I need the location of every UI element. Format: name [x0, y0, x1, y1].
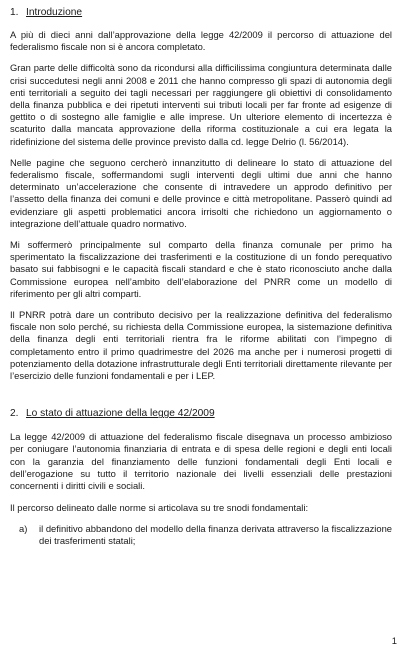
section-number: 1. — [10, 7, 19, 18]
page-content — [10, 6, 392, 547]
paragraph: Gran parte delle difficoltà sono da ricondursi alla difficilissima congiuntura determinata dalle crisi succedutesi negli anni 2008 e 2011 che hanno compresso gli spazi di autonomia degli enti territoriali a seguito dei tagli necessari per raggiungere gli obiettivi di consolidamento della finanza pubblica e dei ripetuti interventi sui tributi locali per far fronte ad esigenze di gettito o di sostegno alle famiglie e alle imprese. Un ulteriore elemento di incertezza è scaturito dalla mancata approvazione della riforma costituzionale a cui era legata la ridefinizione del sistema delle province previsto dalla cd. legge Delrio (l. 56/2014). — [10, 62, 392, 147]
paragraph: Mi soffermerò principalmente sul comparto della finanza comunale per primo ha sperimentato la fiscalizzazione dei trasferimenti e la costituzione di un fondo perequativo basato sui fabbisogni e le capacità fiscali standard e che è stato riconosciuto anche dalla Commissione europea nell’ambito dell’elaborazione del PNRR come un modello di riferimento per gli altri comparti. — [10, 239, 392, 299]
section-heading-introduzione — [10, 6, 392, 19]
paragraph: Nelle pagine che seguono cercherò innanzitutto di delineare lo stato di attuazione del federalismo fiscale, soffermandomi sugli interventi degli ultimi due anni che hanno determinato un’accelerazione che consente di intravedere un approdo definitivo per l’assetto della finanza dei comuni e delle province e città metropolitane. Passerò quindi ad evidenziare gli aspetti problematici ancora irrisolti che richiedono un aggiornamento o integrazione dell’attuale quadro normativo. — [10, 156, 392, 229]
page-number: 1 — [391, 635, 397, 646]
list-item-text: il definitivo abbandono del modello della finanza derivata attraverso la fiscalizzazione dei trasferimenti statali; — [39, 522, 392, 546]
section-number: 2. — [10, 408, 19, 420]
paragraph: Il PNRR potrà dare un contributo decisivo per la realizzazione definitiva del federalismo fiscale non solo perché, su richiesta della Commissione europea, la sistemazione definitiva della finanza degli enti territoriali rientra fra le riforme abilitati con l’impegno di completamento entro il primo quadrimestre del 2026 ma anche per i numerosi progetti di potenziamento della dotazione infrastrutturale degli Enti territoriali direttamente rilevante per l’esercizio delle funzioni fondamentali e per i LEP. — [10, 309, 392, 382]
list-marker: a) — [19, 522, 28, 534]
section-title: Introduzione — [26, 7, 83, 18]
paragraph: A più di dieci anni dall’approvazione della legge 42/2009 il percorso di attuazione del federalismo fiscale non si è ancora completato. — [10, 29, 392, 53]
paragraph: La legge 42/2009 di attuazione del federalismo fiscale disegnava un processo ambizioso per coniugare l’autonomia finanziaria di entrata e di spesa delle regioni e degli enti locali con la garanzia del finanziamento delle funzioni fondamentali degli Enti locali e dell’erogazione su tutto il territorio nazionale dei livelli essenziali delle prestazioni concernenti i diritti civili e sociali. — [10, 431, 392, 492]
section-title: Lo stato di attuazione della legge 42/2009 — [26, 408, 215, 420]
section-heading-stato-attuazione — [10, 407, 392, 420]
paragraph: Il percorso delineato dalle norme si articolava su tre snodi fondamentali: — [10, 502, 309, 514]
list-item — [10, 523, 392, 547]
